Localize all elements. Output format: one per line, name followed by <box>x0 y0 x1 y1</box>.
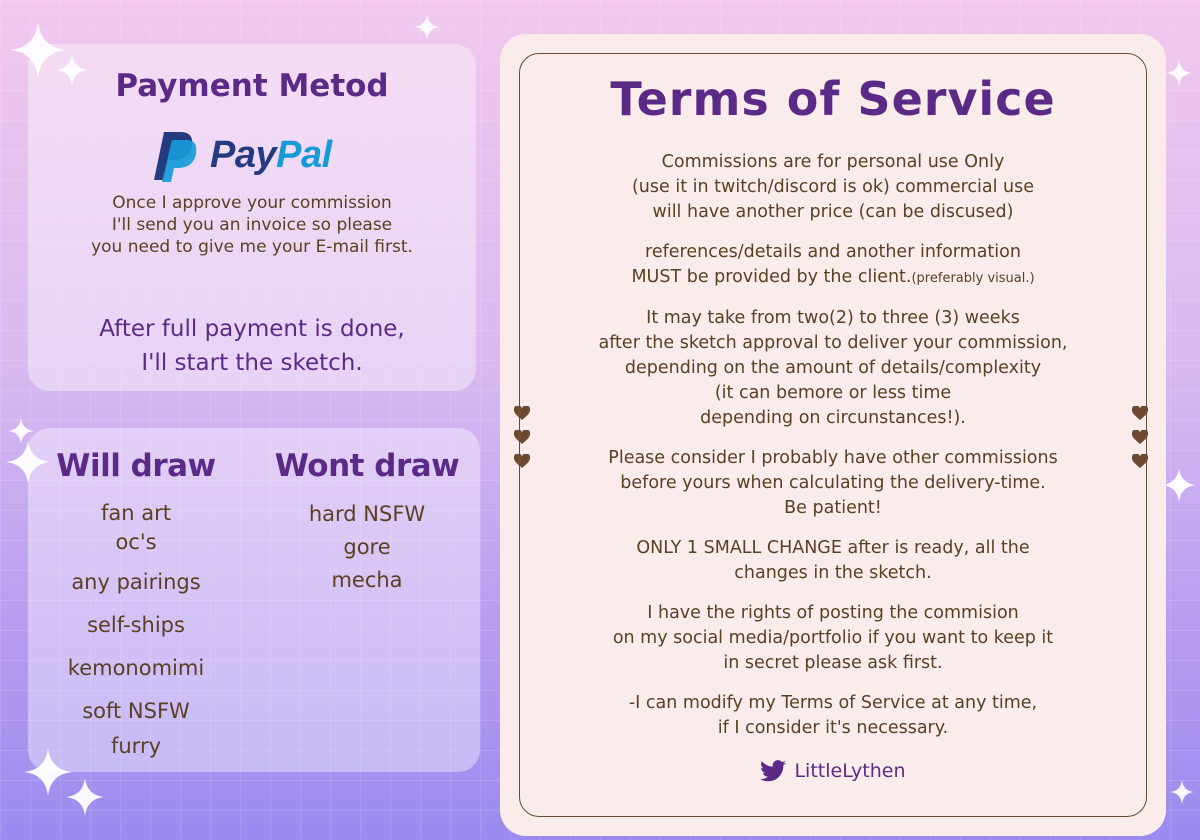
list-item: kemonomimi <box>67 656 205 680</box>
sparkle-icon <box>414 14 440 40</box>
paypal-wordmark-pal: Pal <box>276 134 332 176</box>
list-item: oc's <box>115 530 157 554</box>
tos-clause-queue <box>500 446 1166 521</box>
tos-line: will have another price (can be discused) <box>652 202 1014 222</box>
terms-of-service-panel <box>500 34 1166 836</box>
tos-line: references/details and another information <box>645 242 1021 262</box>
payment-after-note <box>28 312 476 380</box>
sparkle-icon <box>1170 780 1194 804</box>
tos-line: in secret please ask first. <box>723 653 943 673</box>
twitter-handle[interactable] <box>500 760 1166 782</box>
tos-line: I have the rights of posting the commision <box>647 603 1019 623</box>
tos-line: Commissions are for personal use Only <box>661 152 1005 172</box>
tos-line: It may take from two(2) to three (3) weeks <box>646 308 1020 328</box>
tos-clause-posting-rights <box>500 601 1166 676</box>
tos-line: ONLY 1 SMALL CHANGE after is ready, all the <box>636 538 1030 558</box>
heart-icon <box>514 406 530 421</box>
payment-info-line: I'll send you an invoice so please <box>111 215 393 235</box>
payment-after-line: After full payment is done, <box>99 316 405 342</box>
tos-body <box>500 150 1166 756</box>
hearts-right <box>1132 406 1152 478</box>
will-draw-list <box>34 498 238 762</box>
sparkle-icon <box>1162 468 1196 502</box>
payment-after-line: I'll start the sketch. <box>141 350 363 376</box>
wont-draw-list <box>258 498 476 597</box>
tos-clause-modification <box>500 691 1166 741</box>
list-item: soft NSFW <box>82 699 190 723</box>
tos-line: -I can modify my Terms of Service at any time, <box>628 693 1038 713</box>
paypal-wordmark <box>210 134 332 177</box>
twitter-handle-text[interactable]: LittleLythen <box>794 760 906 782</box>
tos-line: on my social media/portfolio if you want to keep it <box>612 628 1054 648</box>
list-item: hard NSFW <box>308 502 426 526</box>
payment-method-panel <box>28 44 476 391</box>
tos-clause-delivery-time <box>500 306 1166 431</box>
twitter-bird-icon <box>760 760 786 782</box>
tos-line <box>500 265 1166 291</box>
paypal-wordmark-pay: Pay <box>210 134 277 176</box>
wont-draw-column <box>258 448 476 597</box>
payment-info-line: you need to give me your E-mail first. <box>91 237 413 257</box>
list-item: fan art <box>101 501 171 525</box>
heart-icon <box>1132 406 1148 421</box>
list-item: furry <box>110 734 162 758</box>
list-item: gore <box>343 535 391 559</box>
payment-title: Payment Metod <box>115 68 389 104</box>
tos-line: before yours when calculating the delivery-time. <box>620 473 1046 493</box>
tos-line: Be patient! <box>784 498 882 518</box>
sparkle-icon <box>1166 60 1192 86</box>
will-draw-column <box>34 448 238 762</box>
tos-line: Please consider I probably have other commissions <box>608 448 1058 468</box>
tos-line: if I consider it's necessary. <box>717 718 949 738</box>
list-item: self-ships <box>87 613 185 637</box>
hearts-left <box>514 406 534 478</box>
heart-icon <box>514 454 530 469</box>
payment-info-line: Once I approve your commission <box>112 193 392 213</box>
will-draw-heading: Will draw <box>56 448 216 484</box>
tos-clause-references <box>500 240 1166 291</box>
payment-instructions <box>28 192 476 258</box>
tos-clause-changes <box>500 536 1166 586</box>
sparkle-icon <box>66 778 104 816</box>
tos-line: after the sketch approval to deliver your commission, <box>598 333 1068 353</box>
tos-line-main: MUST be provided by the client. <box>631 267 912 287</box>
tos-line: depending on the amount of details/complexity <box>624 358 1042 378</box>
tos-clause-usage <box>500 150 1166 225</box>
tos-line: (use it in twitch/discord is ok) commercial use <box>631 177 1035 197</box>
heart-icon <box>514 430 530 445</box>
heart-icon <box>1132 454 1148 469</box>
tos-line: changes in the sketch. <box>734 563 932 583</box>
tos-line: depending on circunstances!). <box>700 408 966 428</box>
list-item: mecha <box>331 568 403 592</box>
paypal-logo-icon <box>150 130 200 182</box>
tos-line-note: (preferably visual.) <box>911 271 1035 286</box>
tos-line: (it can bemore or less time <box>714 383 952 403</box>
tos-title: Terms of Service <box>610 72 1056 126</box>
heart-icon <box>1132 430 1148 445</box>
list-item: any pairings <box>71 570 201 594</box>
draw-lists-panel <box>28 428 480 772</box>
paypal-logo <box>150 130 370 182</box>
wont-draw-heading: Wont draw <box>274 448 460 484</box>
